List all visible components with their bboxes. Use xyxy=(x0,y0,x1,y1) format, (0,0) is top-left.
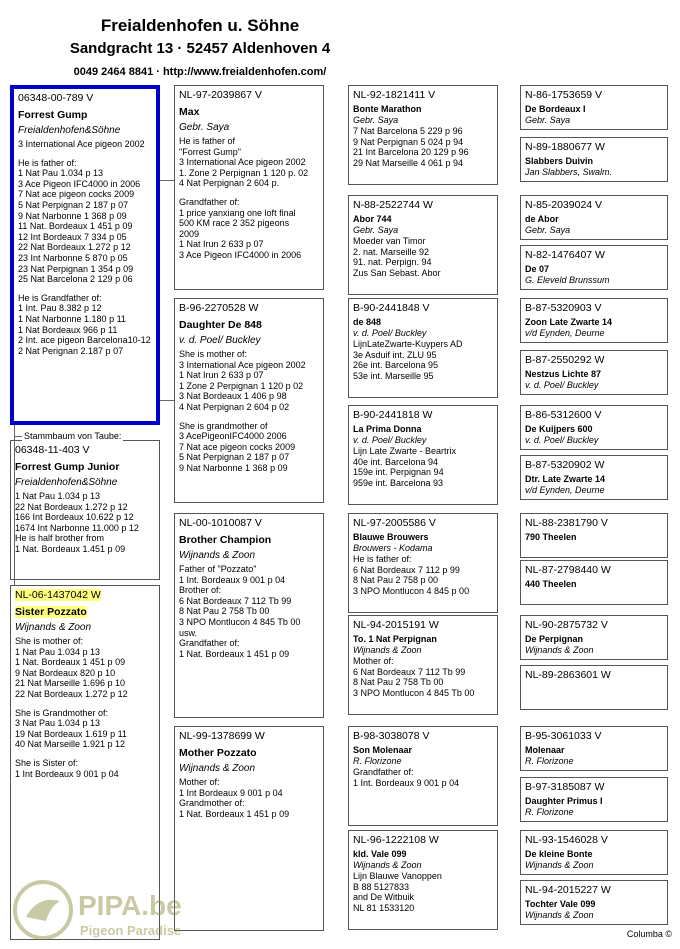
performance-line: 3 Nat Pau 1.034 p 13 xyxy=(15,718,101,729)
connector-line xyxy=(160,180,174,181)
grandparent-card xyxy=(348,830,498,930)
breeder-name: Freialdenhofen&Söhne xyxy=(15,477,118,488)
pigeon-name: Max xyxy=(179,106,200,118)
performance-line: 29 Nat Marseille 4 061 p 94 xyxy=(353,157,464,168)
grandparent-card xyxy=(348,513,498,613)
great-grandparent-card xyxy=(520,777,668,822)
performance-line: 8 Nat Pau 2 758 Tb 00 xyxy=(353,677,444,688)
performance-line: He is father of xyxy=(179,136,236,146)
grandparent-card xyxy=(348,195,498,295)
performance-line: 1 Nat Narbonne 1.180 p 11 xyxy=(18,313,126,324)
great-grandparent-card xyxy=(520,85,668,130)
performance-line: 1 price yanxiang one loft final xyxy=(179,207,296,218)
great-grandparent-card xyxy=(520,830,668,875)
pigeon-name: Dtr. Late Zwarte 14 xyxy=(525,474,606,484)
pigeon-name: Mother Pozzato xyxy=(179,747,257,759)
performance-line: 40 Nat Marseille 1.921 p 12 xyxy=(15,739,126,750)
great-grandparent-card xyxy=(520,455,668,500)
performance-line: LijnLateZwarte-Kuypers AD xyxy=(353,339,463,349)
performance-line: Grandfather of: xyxy=(353,767,414,777)
performance-line: She is mother of: xyxy=(15,636,84,646)
performance-line: 12 Int Bordeaux 7 334 p 05 xyxy=(18,231,127,242)
performance-line: 3 Nat Bordeaux 1 406 p 98 xyxy=(179,391,287,402)
performance-line: 500 KM race 2 352 pigeons xyxy=(179,218,290,229)
ring-number: B-90-2441818 W xyxy=(353,409,433,421)
ring-number: NL-94-2015227 W xyxy=(525,884,611,896)
performance-line: 3 NPO Montlucon 4 845 p 00 xyxy=(353,585,470,596)
spacer xyxy=(18,285,152,293)
performance-line: 159e int. Perpignan 94 xyxy=(353,467,444,478)
performance-line: 6 Nat Bordeaux 7 112 Tb 99 xyxy=(353,666,466,677)
ring-number: NL-97-2005586 V xyxy=(353,517,436,529)
performance-line: 1 Nat. Bordeaux 1.451 p 09 xyxy=(15,543,126,554)
ring-number: 06348-00-789 V xyxy=(18,92,94,104)
ring-number: 06348-11-403 V xyxy=(15,444,90,456)
pigeon-name: de Abor xyxy=(525,214,559,224)
performance-line: 1 Nat Pau 1.034 p 13 xyxy=(15,491,101,501)
performance-line: 1 Int. Pau 8.382 p 12 xyxy=(18,303,102,314)
performance-line: 1 Int. Bordeaux 9 001 p 04 xyxy=(353,777,460,788)
performance-line: 3e Asduif int. ZLU 95 xyxy=(353,349,437,360)
stammbaum-label: Stammbaum von Taube: xyxy=(24,431,122,441)
pigeon-name: De kleine Bonte xyxy=(525,849,593,859)
performance-line: 1 Int. Bordeaux 9 001 p 04 xyxy=(179,574,286,585)
ring-number: NL-93-1546028 V xyxy=(525,834,608,846)
ring-number: N-89-1880677 W xyxy=(525,141,605,153)
performance-line: 7 Nat ace pigeon cocks 2009 xyxy=(179,441,296,452)
ring-number: NL-97-2039867 V xyxy=(179,89,262,101)
performance-line: 40e int. Barcelona 94 xyxy=(353,456,439,467)
breeder-name: Gebr. Saya xyxy=(353,225,399,235)
performance-line: Grandfather of: xyxy=(179,196,240,207)
performance-line: Lijn Late Zwarte - Beartrix xyxy=(353,446,457,456)
performance-line: 1 Nat Irun 2 633 p 07 xyxy=(179,239,264,250)
performance-line: 3 Ace Pigeon IFC4000 in 2006 xyxy=(18,178,141,189)
grandparent-card xyxy=(348,726,498,826)
performance-line: She is Grandmother of: xyxy=(15,707,109,718)
breeder-name: R. Florizone xyxy=(353,756,402,766)
ring-number: N-82-1476407 W xyxy=(525,249,605,261)
performance-line: 23 Int Narbonne 5 870 p 05 xyxy=(18,252,128,263)
pigeon-name: Daughter Primus I xyxy=(525,796,603,806)
breeder-name: Wijnands & Zoon xyxy=(179,763,256,774)
subject-pigeon-card xyxy=(10,85,160,425)
breeder-name: Wijnands & Zoon xyxy=(353,645,422,655)
performance-line: "Forrest Gump" xyxy=(179,146,241,157)
performance-line: He is Grandfather of: xyxy=(18,292,102,303)
great-grandparent-card xyxy=(520,298,668,343)
performance-line: 25 Nat Barcelona 2 129 p 06 xyxy=(18,274,133,285)
performance-line: He is father of: xyxy=(18,157,77,168)
breeder-name: Gebr. Saya xyxy=(525,115,571,125)
performance-line: 2 Int. ace pigeon Barcelona10-12 xyxy=(18,335,151,346)
spacer xyxy=(15,750,155,758)
performance-line: 4 Nat Perpignan 2 604 p. xyxy=(179,178,280,189)
breeder-name: Wijnands & Zoon xyxy=(15,622,92,633)
performance-line: 11 Nat. Bordeaux 1 451 p 09 xyxy=(18,221,133,232)
performance-line: 3 NPO Montlucon 4 845 Tb 00 xyxy=(353,687,475,698)
performance-line: 2009 xyxy=(179,228,200,239)
great-grandparent-card xyxy=(520,137,668,182)
great-grandparent-card xyxy=(520,405,668,450)
performance-line: Brother of: xyxy=(179,585,222,596)
performance-line: He is father of: xyxy=(353,554,412,564)
performance-line: 3 Ace Pigeon IFC4000 in 2006 xyxy=(179,249,302,260)
credit: Columba © xyxy=(626,929,672,939)
pigeon-name: Brother Champion xyxy=(179,534,272,546)
performance-line: She is grandmother of xyxy=(179,420,268,431)
breeder-name: Gebr. Saya xyxy=(353,115,399,125)
performance-line: 91. nat. Perpign. 94 xyxy=(353,257,432,268)
breeder-name: v. d. Poel/ Buckley xyxy=(179,335,261,346)
grandparent-card xyxy=(348,405,498,505)
performance-line: 6 Nat Bordeaux 7 112 p 99 xyxy=(353,564,460,575)
pigeon-name: De Perpignan xyxy=(525,634,584,644)
performance-line: 21 Nat Marseille 1.696 p 10 xyxy=(15,678,126,689)
ring-number: B-97-3185087 W xyxy=(525,781,605,793)
ring-number: NL-94-2015191 W xyxy=(353,619,439,631)
performance-line: 2. nat. Marseille 92 xyxy=(353,246,430,257)
performance-line: and De Witbuik xyxy=(353,892,415,903)
performance-line: 1 Zone 2 Perpignan 1 120 p 02 xyxy=(179,380,304,391)
connector-line xyxy=(14,436,22,437)
ring-number: N-86-1753659 V xyxy=(525,89,603,101)
breeder-name: v. d. Poel/ Buckley xyxy=(353,328,427,338)
ring-number: N-85-2039024 V xyxy=(525,199,603,211)
performance-line: Grandfather of: xyxy=(179,638,240,649)
breeder-name: Gebr. Saya xyxy=(525,225,571,235)
performance-line: 9 Nat Bordeaux 820 p 10 xyxy=(15,667,116,678)
ring-number: NL-99-1378699 W xyxy=(179,730,265,742)
pigeon-name: Zoon Late Zwarte 14 xyxy=(525,317,613,327)
performance-line: 1674 Int Narbonne 11.000 p 12 xyxy=(15,522,139,533)
pigeon-name: 440 Theelen xyxy=(525,579,577,589)
ring-number: B-86-5312600 V xyxy=(525,409,602,421)
performance-line: 3 NPO Montlucon 4 845 Tb 00 xyxy=(179,616,301,627)
parent-card xyxy=(174,513,324,718)
svg-text:PIPA.be: PIPA.be xyxy=(78,890,182,921)
performance-line: She is Sister of: xyxy=(15,757,79,768)
great-grandparent-card xyxy=(520,350,668,395)
performance-line: 9 Nat Perpignan 5 024 p 94 xyxy=(353,136,464,147)
performance-line: B 88 5127833 xyxy=(353,881,410,892)
pipa-logo xyxy=(8,875,228,945)
breeder-name: Brouwers - Kodama xyxy=(353,543,433,553)
performance-line: 1 Nat Irun 2 633 p 07 xyxy=(179,370,264,381)
pigeon-name: 790 Theelen xyxy=(525,532,577,542)
performance-line: 21 Int Barcelona 20 129 p 96 xyxy=(353,147,469,158)
performance-line: 3 International Ace pigeon 2002 xyxy=(179,157,306,168)
pigeon-name: De Kuijpers 600 xyxy=(525,424,593,434)
performance-line: 166 Int Bordeaux 10.622 p 12 xyxy=(15,512,134,523)
performance-line: 1 Nat. Bordeaux 1 451 p 09 xyxy=(179,808,290,819)
breeder-name: R. Florizone xyxy=(525,756,574,766)
pigeon-name: Forrest Gump Junior xyxy=(15,461,120,473)
great-grandparent-card xyxy=(520,726,668,771)
performance-line: Grandmother of: xyxy=(179,798,245,809)
ring-number: B-98-3038078 V xyxy=(353,730,430,742)
pigeon-name: Molenaar xyxy=(525,745,565,755)
ring-number: NL-00-1010087 V xyxy=(179,517,262,529)
pigeon-name: Blauwe Brouwers xyxy=(353,532,429,542)
pigeon-icon xyxy=(26,900,60,921)
ring-number: B-87-5320902 W xyxy=(525,459,605,471)
ring-number: NL-96-1222108 W xyxy=(353,834,439,846)
ring-number: NL-87-2798440 W xyxy=(525,564,611,576)
breeder-name: v/d Eynden, Deurne xyxy=(525,328,605,338)
performance-line: NL 81 1533120 xyxy=(353,902,415,913)
performance-line: Moeder van Timor xyxy=(353,236,426,246)
performance-line: 9 Nat Narbonne 1 368 p 09 xyxy=(179,462,288,473)
ring-number: B-87-5320903 V xyxy=(525,302,602,314)
performance-line: He is half brother from xyxy=(15,533,105,544)
performance-line: 1 Int Bordeaux 9 001 p 04 xyxy=(15,768,119,779)
performance-line: 22 Nat Bordeaux 1.272 p 12 xyxy=(15,501,128,512)
performance-line: 959e int. Barcelona 93 xyxy=(353,477,444,488)
performance-line: 3 AcePigeonIFC4000 2006 xyxy=(179,431,287,442)
connector-line xyxy=(14,425,15,585)
ring-number: B-96-2270528 W xyxy=(179,302,259,314)
pigeon-name: Son Molenaar xyxy=(353,745,413,755)
breeder-name: R. Florizone xyxy=(525,807,574,817)
performance-line: Mother of: xyxy=(179,777,220,787)
performance-line: Mother of: xyxy=(353,656,394,666)
kennel-name: Freialdenhofen u. Söhne xyxy=(100,16,300,35)
spacer xyxy=(15,700,155,708)
performance-line: 1 Nat Pau 1.034 p 13 xyxy=(15,646,101,657)
breeder-name: v. d. Poel/ Buckley xyxy=(353,435,427,445)
performance-line: 53e int. Marseille 95 xyxy=(353,370,434,381)
spacer xyxy=(179,413,319,421)
kennel-address: Sandgracht 13 · 52457 Aldenhoven 4 xyxy=(69,40,331,57)
breeder-name: Jan Slabbers, Swalm. xyxy=(525,167,613,177)
performance-line: 7 Nat Barcelona 5 229 p 96 xyxy=(353,126,463,136)
grandparent-card xyxy=(348,85,498,185)
performance-line: 3 International Ace pigeon 2002 xyxy=(18,139,145,149)
great-grandparent-card xyxy=(520,880,668,925)
performance-line: 3 International Ace pigeon 2002 xyxy=(179,359,306,370)
grandparent-card xyxy=(348,298,498,398)
pigeon-name: Daughter De 848 xyxy=(179,319,262,331)
parent-card xyxy=(174,85,324,290)
ring-number: NL-06-1437042 W xyxy=(15,589,101,601)
connector-line xyxy=(160,400,174,401)
performance-line: 9 Nat Narbonne 1 368 p 09 xyxy=(18,210,127,221)
performance-line: Zus San Sebast. Abor xyxy=(353,267,441,278)
breeder-name: v. d. Poel/ Buckley xyxy=(525,380,599,390)
ring-number: NL-92-1821411 V xyxy=(353,89,436,101)
performance-line: 7 Nat ace pigeon cocks 2009 xyxy=(18,189,135,200)
svg-text:Pigeon Paradise: Pigeon Paradise xyxy=(80,923,182,938)
performance-line: 1 Nat Pau 1.034 p 13 xyxy=(18,168,104,179)
pigeon-name: De Bordeaux I xyxy=(525,104,586,114)
performance-line: 1 Nat. Bordeaux 1 451 p 09 xyxy=(15,657,126,668)
performance-line: 6 Nat Bordeaux 7 112 Tb 99 xyxy=(179,595,292,606)
great-grandparent-card xyxy=(520,560,668,605)
pigeon-name: Bonte Marathon xyxy=(353,104,422,114)
pigeon-name: Slabbers Duivin xyxy=(525,156,594,166)
breeder-name: Wijnands & Zoon xyxy=(525,645,594,655)
performance-line: She is mother of: xyxy=(179,349,248,359)
pigeon-name: Abor 744 xyxy=(353,214,392,224)
pigeon-name: kld. Vale 099 xyxy=(353,849,407,859)
great-grandparent-card xyxy=(520,195,668,240)
spacer xyxy=(179,189,319,197)
performance-line: Lijn Blauwe Vanoppen xyxy=(353,871,442,881)
pigeon-name: de 848 xyxy=(353,317,382,327)
performance-line: 4 Nat Perpignan 2 604 p 02 xyxy=(179,401,290,412)
performance-line: usw. xyxy=(179,627,198,638)
breeder-name: v/d Eynden, Deurne xyxy=(525,485,605,495)
ring-number: NL-88-2381790 V xyxy=(525,517,608,529)
ring-number: NL-90-2875732 V xyxy=(525,619,608,631)
performance-line: 1 Int Bordeaux 9 001 p 04 xyxy=(179,787,283,798)
ring-number: B-90-2441848 V xyxy=(353,302,430,314)
breeder-name: Freialdenhofen&Söhne xyxy=(18,125,121,136)
pigeon-name: Forrest Gump xyxy=(18,109,88,121)
performance-line: 8 Nat Pau 2 758 Tb 00 xyxy=(179,606,270,617)
performance-line: 5 Nat Perpignan 2 187 p 07 xyxy=(18,199,129,210)
performance-line: 22 Nat Bordeaux 1.272 p 12 xyxy=(18,242,131,253)
great-grandparent-card xyxy=(520,615,668,660)
grandparent-card xyxy=(348,615,498,715)
performance-line: 2 Nat Perignan 2.187 p 07 xyxy=(18,345,124,356)
spacer xyxy=(18,150,152,158)
parent-card xyxy=(174,298,324,503)
performance-line: 1 Nat Bordeaux 966 p 11 xyxy=(18,324,118,335)
performance-line: 22 Nat Bordeaux 1.272 p 12 xyxy=(15,688,128,699)
pigeon-name: La Prima Donna xyxy=(353,424,422,434)
pigeon-name: To. 1 Nat Perpignan xyxy=(353,634,437,644)
performance-line: 23 Nat Perpignan 1 354 p 09 xyxy=(18,263,134,274)
performance-line: 1. Zone 2 Perpignan 1 120 p. 02 xyxy=(179,167,309,178)
ring-number: B-87-2550292 W xyxy=(525,354,605,366)
breeder-name: Gebr. Saya xyxy=(179,122,230,133)
great-grandparent-card xyxy=(520,665,668,710)
kennel-contact: 0049 2464 8841 · http://www.freialdenhofen.com/ xyxy=(73,66,327,78)
breeder-name: Wijnands & Zoon xyxy=(353,860,422,870)
breeder-name: G. Eleveld Brunssum xyxy=(525,275,610,285)
pigeon-name: Sister Pozzato xyxy=(15,606,87,618)
ring-number: B-95-3061033 V xyxy=(525,730,602,742)
breeder-name: Wijnands & Zoon xyxy=(525,860,594,870)
pigeon-name: Tochter Vale 099 xyxy=(525,899,596,909)
great-grandparent-card xyxy=(520,245,668,290)
ring-number: NL-89-2863601 W xyxy=(525,669,611,681)
performance-line: 8 Nat Pau 2 758 p 00 xyxy=(353,575,439,586)
breeder-name: Wijnands & Zoon xyxy=(525,910,594,920)
great-grandparent-card xyxy=(520,513,668,558)
performance-line: 1 Nat. Bordeaux 1 451 p 09 xyxy=(179,648,290,659)
performance-line: 5 Nat Perpignan 2 187 p 07 xyxy=(179,452,290,463)
performance-line: 26e int. Barcelona 95 xyxy=(353,360,439,371)
performance-line: Father of "Pozzato" xyxy=(179,564,257,574)
pigeon-name: De 07 xyxy=(525,264,550,274)
breeder-name: v. d. Poel/ Buckley xyxy=(525,435,599,445)
performance-line: 19 Nat Bordeaux 1.619 p 11 xyxy=(15,728,127,739)
breeder-name: Wijnands & Zoon xyxy=(179,550,256,561)
ring-number: N-88-2522744 W xyxy=(353,199,433,211)
pigeon-name: Nestzus Lichte 87 xyxy=(525,369,602,379)
sibling-card-1 xyxy=(10,440,160,580)
